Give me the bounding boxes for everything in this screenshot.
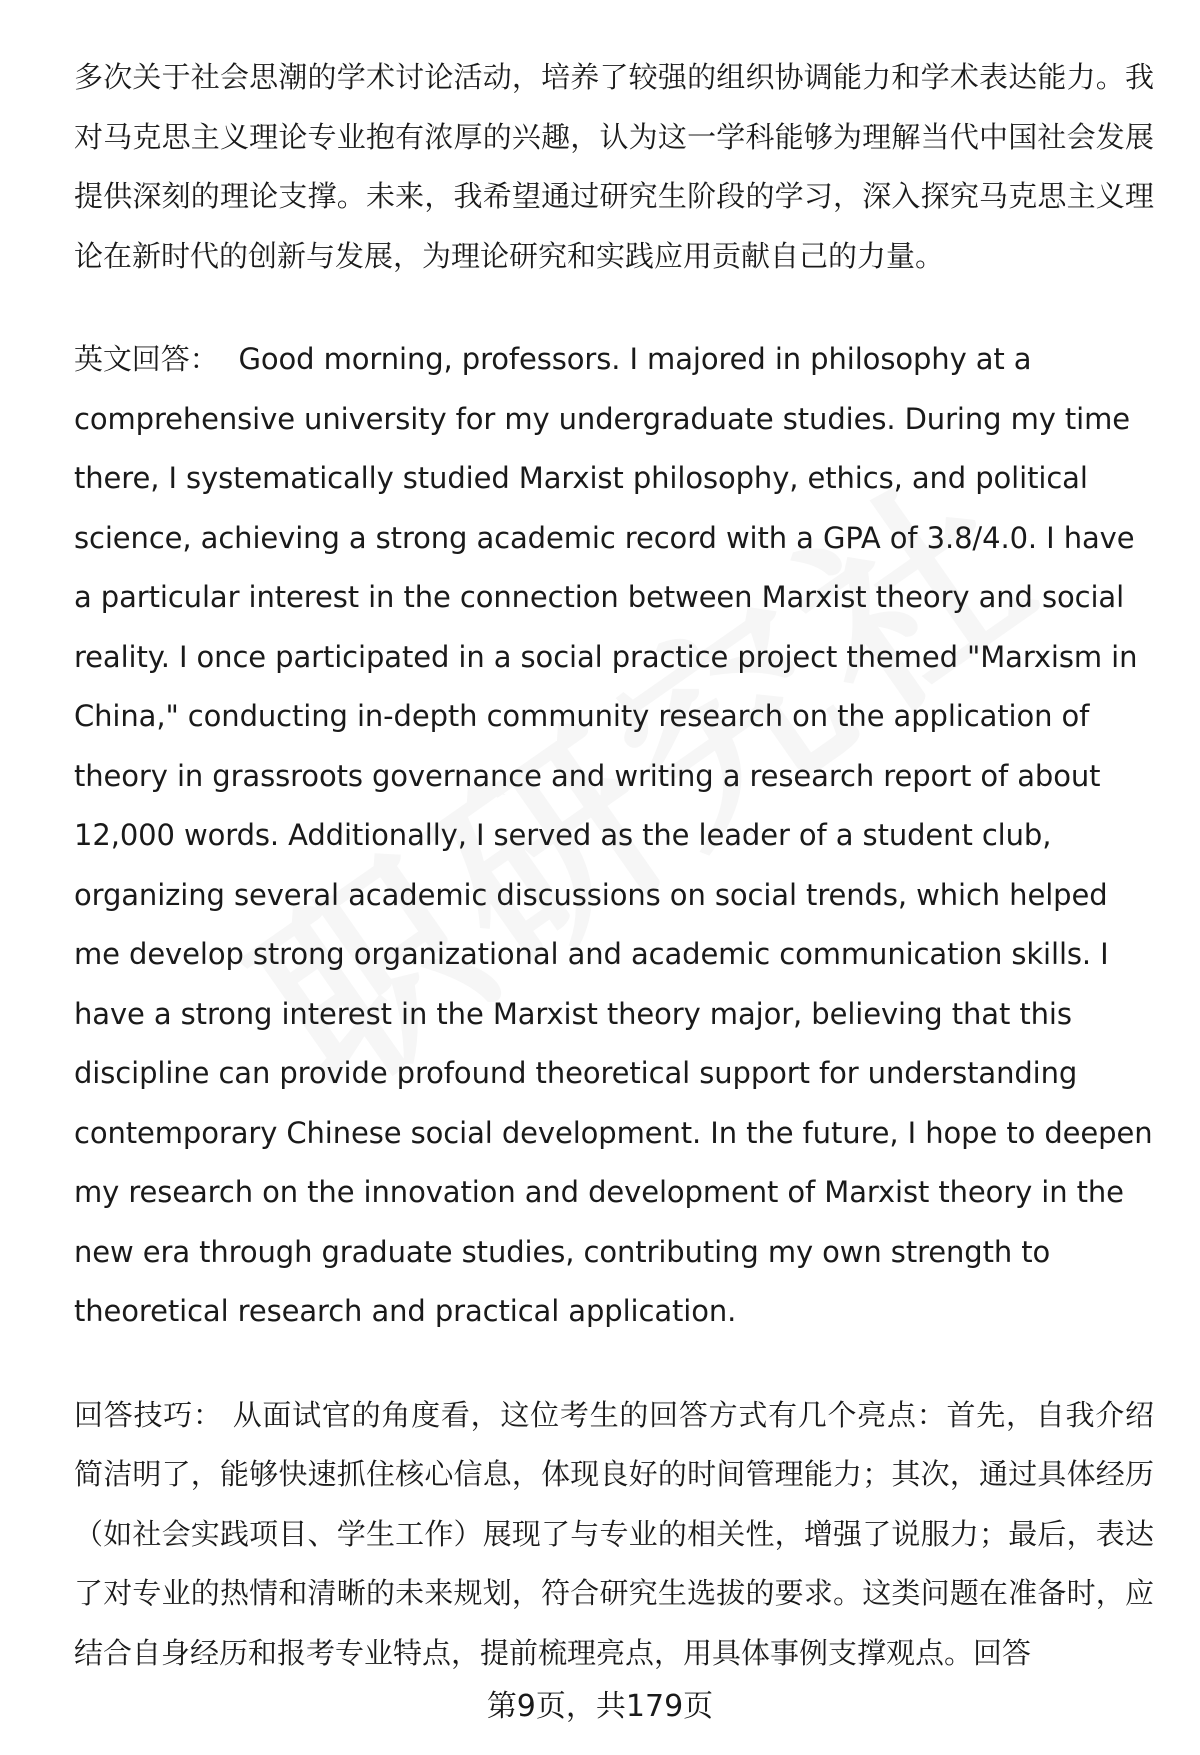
answer-tips-paragraph: [74, 1386, 1154, 1684]
chinese-answer-paragraph: [74, 48, 1154, 286]
chinese-answer-text: 多次关于社会思潮的学术讨论活动，培养了较强的组织协调能力和学术表达能力。我对马克思主义理论专业抱有浓厚的兴趣，认为这一学科能够为理解当代中国社会发展提供深刻的理论支撑。未来，我希望通过研究生阶段的学习，深入探究马克思主义理论在新时代的创新与发展，为理论研究和实践应用贡献自己的力量。: [74, 60, 1154, 273]
answer-tips-label: 回答技巧：: [74, 1397, 223, 1432]
english-answer-text: Good morning, professors. I majored in philosophy at a comprehensive university for my undergraduate studies. During my time there, I systematically studied Marxist philosophy, ethics, and political science, achieving a strong academic record with a GPA of 3.8/4.0. I have a particular interest in the connection between Marxist theory and social reality. I once participated in a social practice project themed "Marxism in China," conducting in-depth community research on the application of theory in grassroots governance and writing a research report of about 12,000 words. Additionally, I served as the leader of a student club, organizing several academic discussions on social trends, which helped me develop strong organizational and academic communication skills. I have a strong interest in the Marxist theory major, believing that this discipline can provide profound theoretical support for understanding contemporary Chinese social development. In the future, I hope to deepen my research on the innovation and development of Marxist theory in the new era through graduate studies, contributing my own strength to theoretical research and practical application.: [74, 342, 1153, 1328]
english-answer-paragraph: [74, 330, 1154, 1342]
english-answer-label: 英文回答：: [74, 342, 219, 376]
page-number-footer: 第9页，共179页: [486, 1689, 714, 1724]
answer-tips-text: 从面试官的角度看，这位考生的回答方式有几个亮点：首先，自我介绍简洁明了，能够快速抓住核心信息，体现良好的时间管理能力；其次，通过具体经历（如社会实践项目、学生工作）展现了与专业的相关性，增强了说服力；最后，表达了对专业的热情和清晰的未来规划，符合研究生选拔的要求。这类问题在准备时，应结合自身经历和报考专业特点，提前梳理亮点，用具体事例支撑观点。回答: [74, 1397, 1154, 1670]
page-content: [74, 48, 1154, 1727]
